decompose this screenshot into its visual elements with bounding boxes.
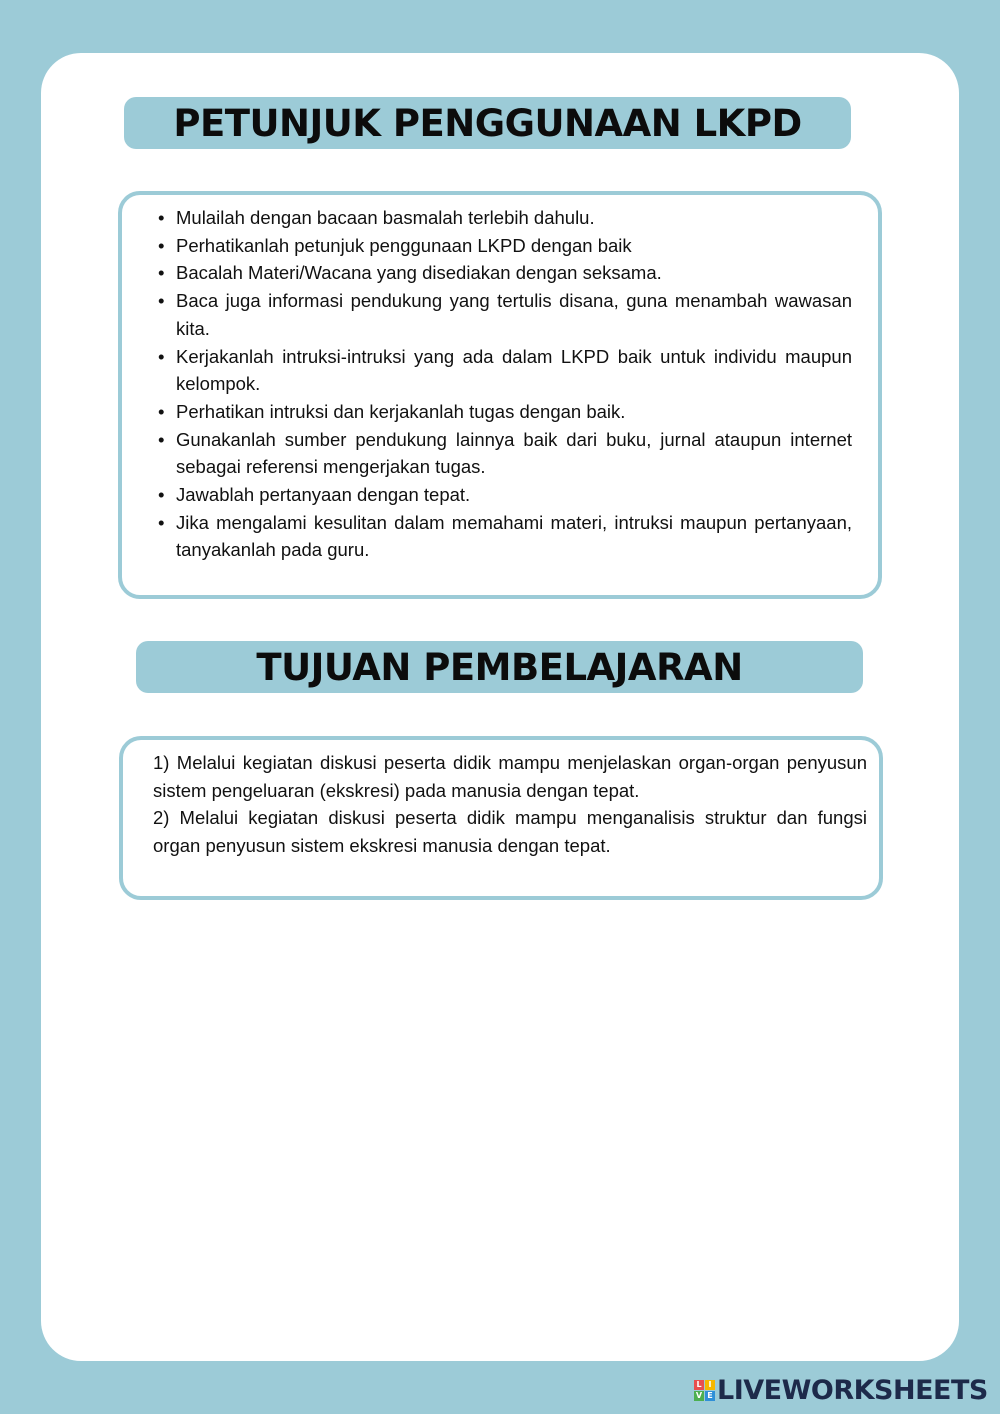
bullet-icon: • — [158, 484, 165, 506]
list-item: • Mulailah dengan bacaan basmalah terlebih dahulu. — [154, 204, 852, 232]
objectives-box — [119, 736, 883, 900]
list-item: • Gunakanlah sumber pendukung lainnya baik dari buku, jurnal ataupun internet sebagai referensi mengerjakan tugas. — [154, 426, 852, 481]
list-item: • Jika mengalami kesulitan dalam memahami materi, intruksi maupun pertanyaan, tanyakanlah pada guru. — [154, 509, 852, 564]
bullet-icon: • — [158, 234, 165, 256]
brand-name: LIVEWORKSHEETS — [717, 1374, 988, 1406]
instructions-box — [118, 191, 882, 599]
bullet-icon: • — [158, 511, 165, 533]
bullet-icon: • — [158, 428, 165, 450]
list-item: • Perhatikan intruksi dan kerjakanlah tugas dengan baik. — [154, 398, 852, 426]
bullet-icon: • — [158, 400, 165, 422]
instructions-title: PETUNJUK PENGGUNAAN LKPD — [173, 101, 802, 145]
list-item: • Jawablah pertanyaan dengan tepat. — [154, 481, 852, 509]
bullet-icon: • — [158, 290, 165, 312]
objectives-list — [153, 749, 867, 860]
list-item: • Kerjakanlah intruksi-intruksi yang ada dalam LKPD baik untuk individu maupun kelompok. — [154, 343, 852, 398]
list-item: • Baca juga informasi pendukung yang tertulis disana, guna menambah wawasan kita. — [154, 287, 852, 342]
bullet-icon: • — [158, 262, 165, 284]
bullet-icon: • — [158, 207, 165, 228]
objective-item: 1) Melalui kegiatan diskusi peserta didik mampu menjelaskan organ-organ penyusun sistem pengeluaran (ekskresi) pada manusia dengan tepat. — [153, 752, 867, 801]
instructions-list — [154, 204, 852, 564]
bullet-icon: • — [158, 345, 165, 367]
liveworksheets-logo — [694, 1376, 988, 1404]
objectives-title-banner — [136, 641, 863, 693]
objective-item: 2) Melalui kegiatan diskusi peserta didik mampu menganalisis struktur dan fungsi organ penyusun sistem ekskresi manusia dengan tepat. — [153, 807, 867, 857]
liveworksheets-logo-icon: L I V E — [694, 1380, 715, 1401]
objectives-title: TUJUAN PEMBELAJARAN — [256, 645, 743, 689]
worksheet-page — [41, 53, 959, 1361]
list-item: • Perhatikanlah petunjuk penggunaan LKPD dengan baik — [154, 232, 852, 260]
list-item: • Bacalah Materi/Wacana yang disediakan dengan seksama. — [154, 259, 852, 287]
instructions-title-banner — [124, 97, 851, 149]
